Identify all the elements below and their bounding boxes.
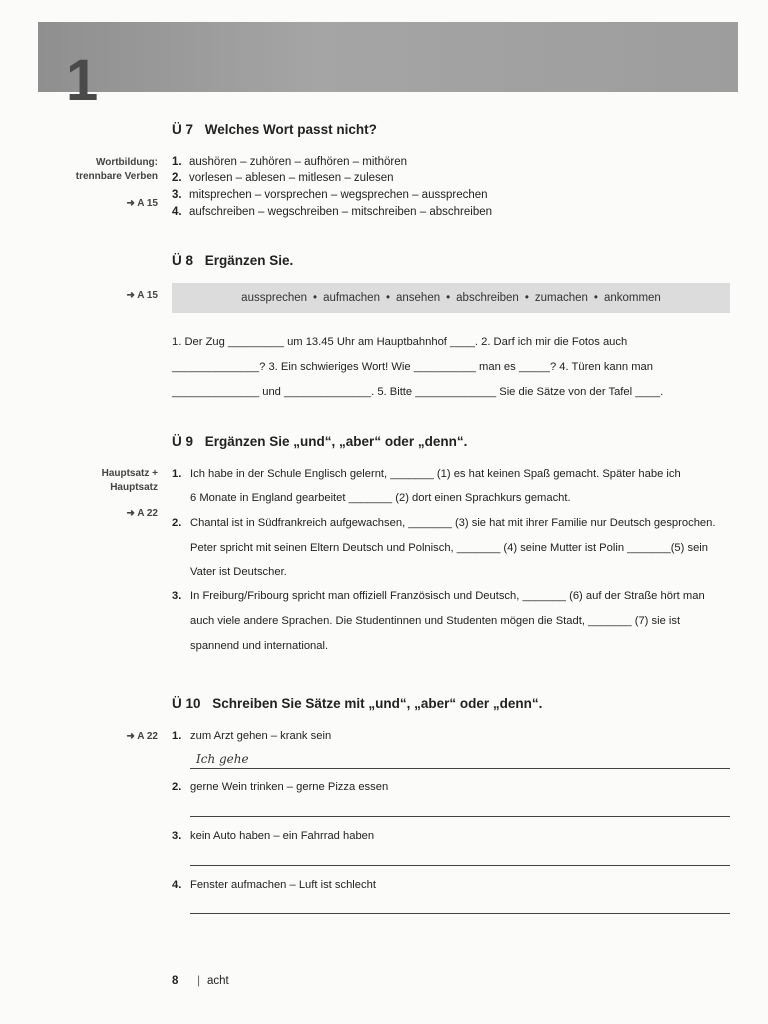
word-box-item: aussprechen bbox=[241, 292, 308, 304]
exercise-10-item bbox=[172, 879, 376, 891]
exercise-9-title bbox=[172, 434, 467, 449]
exercise-9-number: Ü 9 bbox=[172, 434, 194, 449]
item-text: Vater ist Deutscher. bbox=[190, 566, 287, 578]
exercise-9-line bbox=[172, 590, 705, 602]
bullet-separator: • bbox=[313, 292, 318, 304]
exercise-7-item bbox=[172, 204, 492, 221]
exercise-9-line bbox=[172, 566, 287, 578]
item-text: 6 Monate in England gearbeitet _______ (2) dort einen Sprachkurs gemacht. bbox=[190, 492, 571, 504]
bullet-separator: • bbox=[446, 292, 451, 304]
side-label-line: Hauptsatz + bbox=[101, 468, 158, 479]
item-number: 2. bbox=[172, 172, 182, 184]
item-number: 4. bbox=[172, 879, 182, 891]
answer-line[interactable] bbox=[190, 768, 730, 769]
exercise-8-line: 1. Der Zug _________ um 13.45 Uhr am Hauptbahnhof ____. 2. Darf ich mir die Fotos auch bbox=[172, 336, 628, 348]
exercise-8-line: ______________ und ______________. 5. Bitte _____________ Sie die Sätze von der Tafel ____. bbox=[172, 386, 664, 398]
bullet-separator: • bbox=[524, 292, 529, 304]
item-number: 4. bbox=[172, 206, 182, 218]
exercise-9-line bbox=[172, 542, 708, 554]
side-label-line: Wortbildung: bbox=[95, 157, 158, 168]
item-number: 3. bbox=[172, 189, 182, 201]
item-number: 1. bbox=[172, 156, 182, 168]
item-number: 2. bbox=[172, 781, 182, 793]
exercise-8-title bbox=[172, 253, 293, 268]
chapter-number: 1 bbox=[66, 48, 99, 113]
exercise-9-reference: ➜ A 22 bbox=[126, 508, 158, 519]
side-label-line: Hauptsatz bbox=[110, 482, 158, 493]
exercise-10-heading: Schreiben Sie Sätze mit „und“, „aber“ oder „denn“. bbox=[212, 696, 543, 711]
word-box-item: abschreiben bbox=[456, 292, 519, 304]
exercise-7-side-label bbox=[76, 156, 158, 184]
word-box-item: zumachen bbox=[534, 292, 588, 304]
exercise-7-reference: ➜ A 15 bbox=[126, 198, 158, 209]
item-number: 2. bbox=[172, 517, 182, 529]
item-text: Peter spricht mit seinen Eltern Deutsch und Polnisch, _______ (4) seine Mutter ist Polin _______(5) sein bbox=[190, 542, 709, 554]
item-number: 3. bbox=[172, 830, 182, 842]
item-text: auch viele andere Sprachen. Die Studentinnen und Studenten mögen die Stadt, _______ (7) sie ist bbox=[190, 615, 681, 627]
page-number-word: acht bbox=[207, 975, 229, 987]
page-number: 8 bbox=[172, 975, 179, 987]
item-text: Ich habe in der Schule Englisch gelernt, _______ (1) es hat keinen Spaß gemacht. Später habe ich bbox=[190, 468, 681, 480]
item-text: vorlesen – ablesen – mitlesen – zulesen bbox=[189, 172, 394, 184]
item-text: Chantal ist in Südfrankreich aufgewachsen, _______ (3) sie hat mit ihrer Familie nur Deutsch gesprochen. bbox=[190, 517, 716, 529]
exercise-7-item bbox=[172, 187, 488, 204]
exercise-10-title bbox=[172, 696, 542, 711]
handwritten-answer: Ich gehe bbox=[196, 752, 249, 766]
item-number: 1. bbox=[172, 730, 182, 742]
exercise-10-number: Ü 10 bbox=[172, 696, 201, 711]
exercise-9-line bbox=[172, 468, 681, 480]
exercise-8-number: Ü 8 bbox=[172, 253, 194, 268]
word-box-item: ansehen bbox=[396, 292, 441, 304]
bullet-separator: • bbox=[385, 292, 390, 304]
answer-line[interactable] bbox=[190, 913, 730, 914]
item-text: kein Auto haben – ein Fahrrad haben bbox=[190, 830, 375, 842]
word-box-item: aufmachen bbox=[323, 292, 380, 304]
item-text: In Freiburg/Fribourg spricht man offiziell Französisch und Deutsch, _______ (6) auf der Straße hört man bbox=[190, 590, 705, 602]
bullet-separator: • bbox=[593, 292, 598, 304]
exercise-7-item bbox=[172, 154, 407, 171]
chapter-header-band bbox=[38, 22, 738, 92]
exercise-8-heading: Ergänzen Sie. bbox=[204, 253, 294, 268]
item-number: 3. bbox=[172, 590, 182, 602]
item-text: aushören – zuhören – aufhören – mithören bbox=[189, 156, 408, 168]
word-box bbox=[172, 283, 730, 313]
answer-line[interactable] bbox=[190, 816, 730, 817]
exercise-10-item bbox=[172, 830, 374, 842]
item-number: 1. bbox=[172, 468, 182, 480]
footer-separator: | bbox=[197, 973, 201, 987]
word-box-item: ankommen bbox=[603, 292, 661, 304]
exercise-9-heading: Ergänzen Sie „und“, „aber“ oder „denn“. bbox=[204, 434, 468, 449]
item-text: gerne Wein trinken – gerne Pizza essen bbox=[190, 781, 389, 793]
exercise-10-item bbox=[172, 730, 331, 742]
exercise-7-number: Ü 7 bbox=[172, 122, 194, 137]
item-text: spannend und international. bbox=[190, 640, 329, 652]
item-text: zum Arzt gehen – krank sein bbox=[190, 730, 332, 742]
exercise-7-title bbox=[172, 122, 377, 137]
exercise-9-line bbox=[172, 615, 680, 627]
exercise-9-line bbox=[172, 492, 571, 504]
answer-line[interactable] bbox=[190, 865, 730, 866]
item-text: mitsprechen – vorsprechen – wegsprechen – aussprechen bbox=[189, 189, 488, 201]
exercise-9-side-label bbox=[102, 467, 158, 495]
exercise-8-reference: ➜ A 15 bbox=[126, 290, 158, 301]
exercise-9-line bbox=[172, 517, 715, 529]
exercise-8-line: ______________? 3. Ein schwieriges Wort! Wie __________ man es _____? 4. Türen kann man bbox=[172, 361, 653, 373]
item-text: aufschreiben – wegschreiben – mitschreiben – abschreiben bbox=[189, 206, 493, 218]
exercise-7-heading: Welches Wort passt nicht? bbox=[204, 122, 377, 137]
exercise-9-line bbox=[172, 640, 328, 652]
item-text: Fenster aufmachen – Luft ist schlecht bbox=[190, 879, 376, 891]
exercise-10-item bbox=[172, 781, 388, 793]
exercise-10-reference: ➜ A 22 bbox=[126, 731, 158, 742]
exercise-7-item bbox=[172, 170, 394, 187]
side-label-line: trennbare Verben bbox=[75, 171, 158, 182]
